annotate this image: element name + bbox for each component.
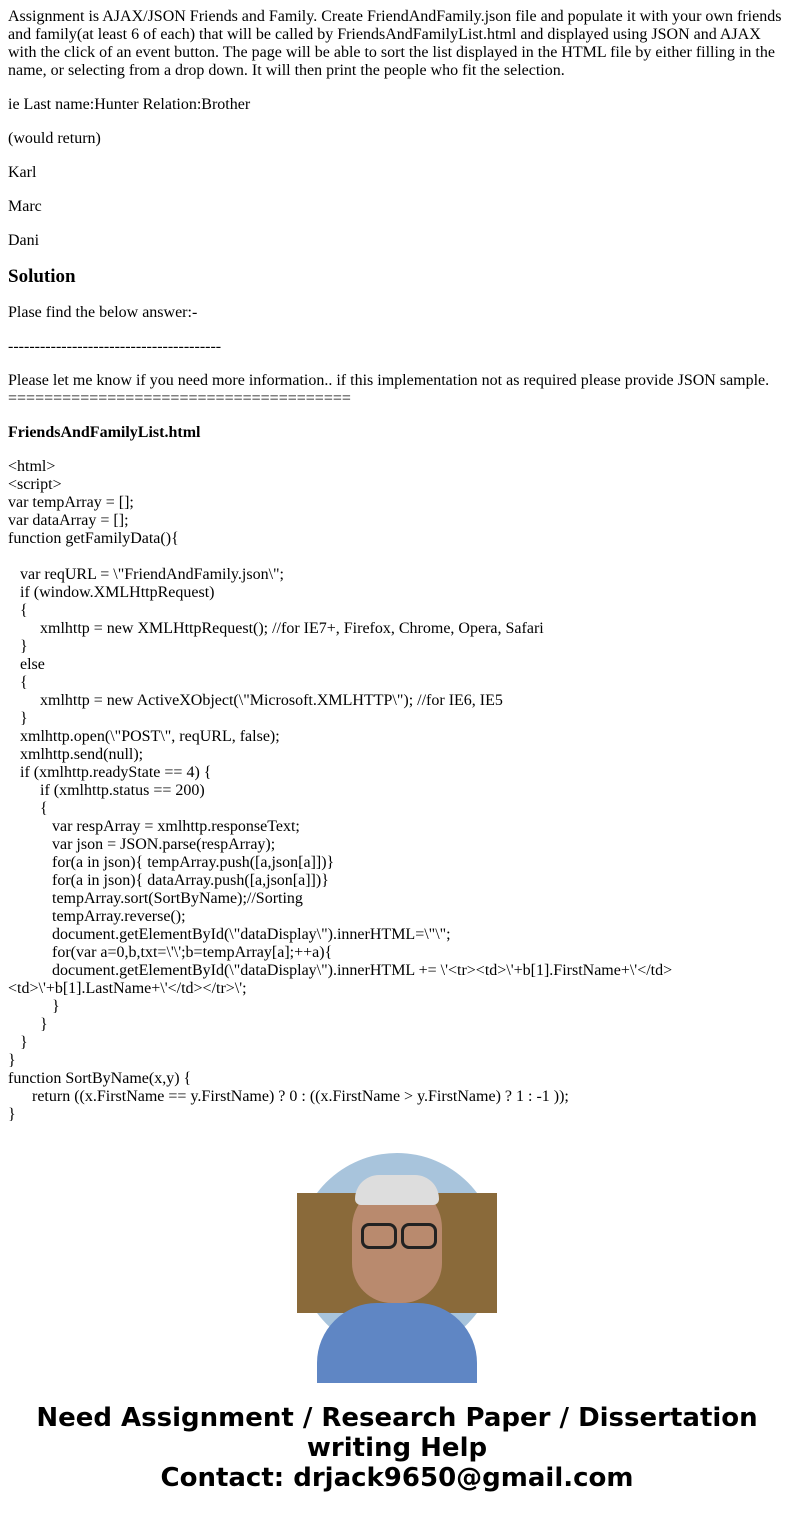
glasses-icon: [401, 1223, 437, 1249]
photo-hair: [355, 1175, 439, 1205]
result-name: Karl: [8, 164, 37, 181]
question-example: ie Last name:Hunter Relation:Brother: [8, 96, 251, 113]
file-name: FriendsAndFamilyList.html: [8, 424, 201, 441]
result-name: Marc: [8, 198, 42, 215]
glasses-icon: [361, 1223, 397, 1249]
solution-heading: Solution: [8, 266, 76, 287]
footer-line-help: Need Assignment / Research Paper / Dissertation writing Help: [36, 1403, 758, 1463]
solution-note: Please let me know if you need more information.. if this implementation not as required please provide JSON sample.: [8, 372, 770, 389]
code-block: <html> <script> var tempArray = []; var dataArray = []; function getFamilyData(){ var reqURL = \"FriendAndFamily.json\"; if (window.XMLHttpRequest) { xmlhttp = new XMLHttpRequest(); //for IE7+, Firefox, Chrome, Opera, Safari } else { xmlhttp = new ActiveXObject(\"Microsoft.XMLHTTP\"); //for IE6, IE5 } xmlhttp.open(\"POST\", reqURL, false); xmlhttp.send(null); if (xmlhttp.readyState == 4) { if (xmlhttp.status == 200) { var respArray = xmlhttp.responseText; var json = JSON.parse(respArray); for(a in json){ tempArray.push([a,json[a]])} for(a in json){ dataArray.push([a,json[a]])} tempArray.sort(SortByName);//Sorting tempArray.reverse(); document.getElementById(\"dataDisplay\").innerHTML=\"\"; for(var a=0,b,txt=\'\';b=tempArray[a];++a){ document.getElementById(\"dataDisplay\").innerHTML += \'<tr><td>\'+b[1].FirstName+\'</td> <td>\'+b[1].LastName+\'</td></tr>\'; } } } } function SortByName(x,y) { return ((x.FirstName == y.FirstName) ? 0 : ((x.FirstName > y.FirstName) ? 1 : -1 )); }: [8, 458, 673, 1123]
solution-intro: Plase find the below answer:-: [8, 304, 198, 321]
contact-banner: [0, 1403, 794, 1493]
photo-shirt: [317, 1303, 477, 1383]
question-intro: Assignment is AJAX/JSON Friends and Family. Create FriendAndFamily.json file and populate it with your own friends and family(at least 6 of each) that will be called by FriendsAndFamilyList.html and displayed using JSON and AJAX with the click of an event button. The page will be able to sort the list displayed in the HTML file by either filling in the name, or selecting from a drop down. It will then print the people who fit the selection.: [8, 8, 782, 79]
author-photo: [297, 1153, 497, 1353]
dash-separator: ----------------------------------------: [8, 338, 222, 355]
equals-separator: ======================================: [8, 390, 351, 407]
would-return-text: (would return): [8, 130, 101, 147]
result-name: Dani: [8, 232, 40, 249]
document-body: [8, 8, 786, 1123]
footer-line-contact: Contact: drjack9650@gmail.com: [160, 1463, 634, 1493]
